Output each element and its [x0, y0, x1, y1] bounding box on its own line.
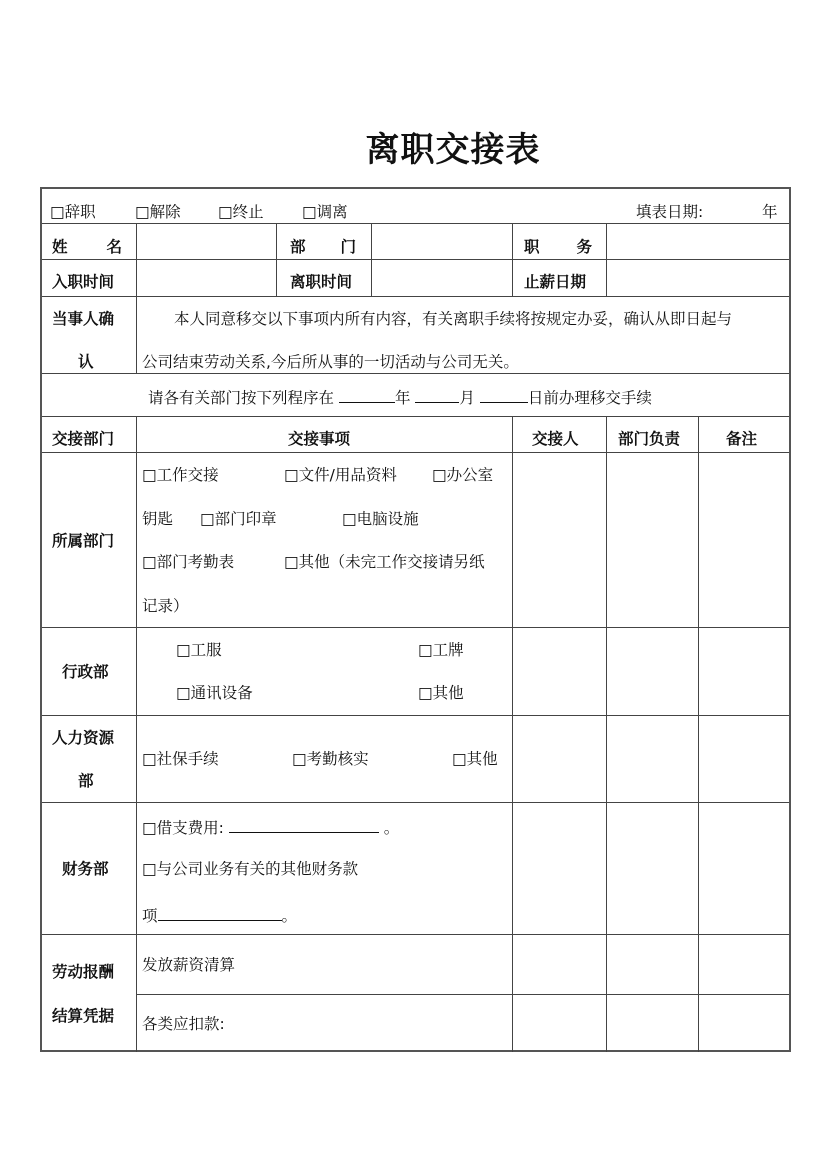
row-divider: [42, 452, 789, 453]
row-divider: [42, 296, 789, 297]
item-attendance-sheet[interactable]: □部门考勤表: [142, 553, 235, 571]
fill-date-year: 年: [762, 203, 778, 221]
hire-date-label: 入职时间: [52, 273, 115, 291]
row-divider: [42, 802, 789, 803]
confirm-label-line1: 当事人确: [52, 310, 115, 328]
labor-label-line2: 结算凭据: [52, 1007, 115, 1025]
row-divider: [42, 373, 789, 374]
item-other-finance[interactable]: □与公司业务有关的其他财务款: [142, 860, 359, 878]
item-other-own[interactable]: □其他（未完工作交接请另纸: [284, 553, 485, 571]
col-divider: [136, 416, 137, 1052]
item-attendance-check[interactable]: □考勤核实: [292, 750, 369, 768]
item-other-finance-line2: 项: [142, 907, 158, 925]
fill-date-label: 填表日期:: [636, 203, 704, 221]
page-title: 离职交接表: [365, 130, 541, 170]
item-work-handover[interactable]: □工作交接: [142, 466, 219, 484]
option-transfer[interactable]: □调离: [302, 203, 348, 221]
item-deductions: 各类应扣款:: [142, 1015, 225, 1033]
header-dept: 交接部门: [52, 430, 115, 448]
name-label: 姓 名: [52, 238, 122, 256]
header-handover-person: 交接人: [532, 430, 579, 448]
row-divider: [42, 627, 789, 628]
item-loan-end: 。: [383, 819, 400, 837]
item-other-hr[interactable]: □其他: [452, 750, 498, 768]
item-record: 记录）: [142, 597, 189, 615]
labor-label-line1: 劳动报酬: [52, 963, 115, 981]
col-divider: [512, 223, 513, 296]
item-other-admin[interactable]: □其他: [418, 684, 464, 702]
col-divider: [136, 296, 137, 373]
item-other-finance-cont: [142, 904, 297, 926]
option-dismiss[interactable]: □解除: [135, 203, 181, 221]
confirm-label-line2: 认: [78, 353, 94, 371]
col-divider: [698, 416, 699, 1052]
item-social-insurance[interactable]: □社保手续: [142, 750, 219, 768]
col-divider: [512, 416, 513, 1052]
col-divider: [606, 416, 607, 1052]
admin-label: 行政部: [62, 663, 109, 681]
item-loan-label: □借支费用:: [142, 819, 224, 837]
instruction-year: 年: [394, 389, 411, 407]
finance-label: 财务部: [62, 860, 109, 878]
row-divider: [42, 259, 789, 260]
item-badge[interactable]: □工牌: [418, 641, 464, 659]
own-dept-label: 所属部门: [52, 532, 115, 550]
position-label: 职 务: [524, 238, 592, 256]
instruction-before: 请各有关部门按下列程序在: [148, 389, 335, 407]
salary-stop-label: 止薪日期: [524, 273, 587, 291]
loan-blank[interactable]: [229, 816, 379, 833]
row-divider: [42, 416, 789, 417]
instruction: [148, 386, 652, 408]
item-dept-seal[interactable]: □部门印章: [200, 510, 277, 528]
hr-label-line2: 部: [78, 772, 94, 790]
header-remarks: 备注: [726, 430, 758, 448]
instruction-month: 月: [459, 389, 475, 407]
leave-date-label: 离职时间: [290, 273, 353, 291]
item-other-finance-end: 。: [281, 907, 298, 925]
item-computer[interactable]: □电脑设施: [342, 510, 419, 528]
year-blank[interactable]: [339, 386, 395, 403]
item-loan[interactable]: [142, 816, 399, 838]
instruction-after: 日前办理移交手续: [527, 389, 652, 407]
row-divider: [136, 994, 789, 995]
item-comm-device[interactable]: □通讯设备: [176, 684, 253, 702]
confirm-text-line1: 本人同意移交以下事项内所有内容，有关离职手续将按规定办妥，确认从即日起与: [174, 310, 733, 328]
col-divider: [371, 223, 372, 296]
item-uniform[interactable]: □工服: [176, 641, 222, 659]
dept-label: 部 门: [290, 238, 356, 256]
header-items: 交接事项: [288, 430, 351, 448]
option-resign[interactable]: □辞职: [50, 203, 96, 221]
day-blank[interactable]: [480, 386, 528, 403]
item-documents[interactable]: □文件/用品资料: [284, 466, 397, 484]
finance-other-blank[interactable]: [158, 904, 282, 921]
option-terminate[interactable]: □终止: [218, 203, 264, 221]
item-salary-settlement: 发放薪资清算: [142, 956, 236, 974]
month-blank[interactable]: [415, 386, 459, 403]
confirm-text-line2: 公司结束劳动关系,今后所从事的一切活动与公司无关。: [142, 353, 519, 371]
row-divider: [42, 934, 789, 935]
item-office[interactable]: □办公室: [432, 466, 494, 484]
col-divider: [606, 223, 607, 296]
col-divider: [136, 223, 137, 296]
row-divider: [42, 715, 789, 716]
row-divider: [42, 223, 789, 224]
col-divider: [276, 223, 277, 296]
hr-label-line1: 人力资源: [52, 729, 115, 747]
header-dept-head: 部门负责: [618, 430, 681, 448]
item-keys: 钥匙: [142, 510, 174, 528]
